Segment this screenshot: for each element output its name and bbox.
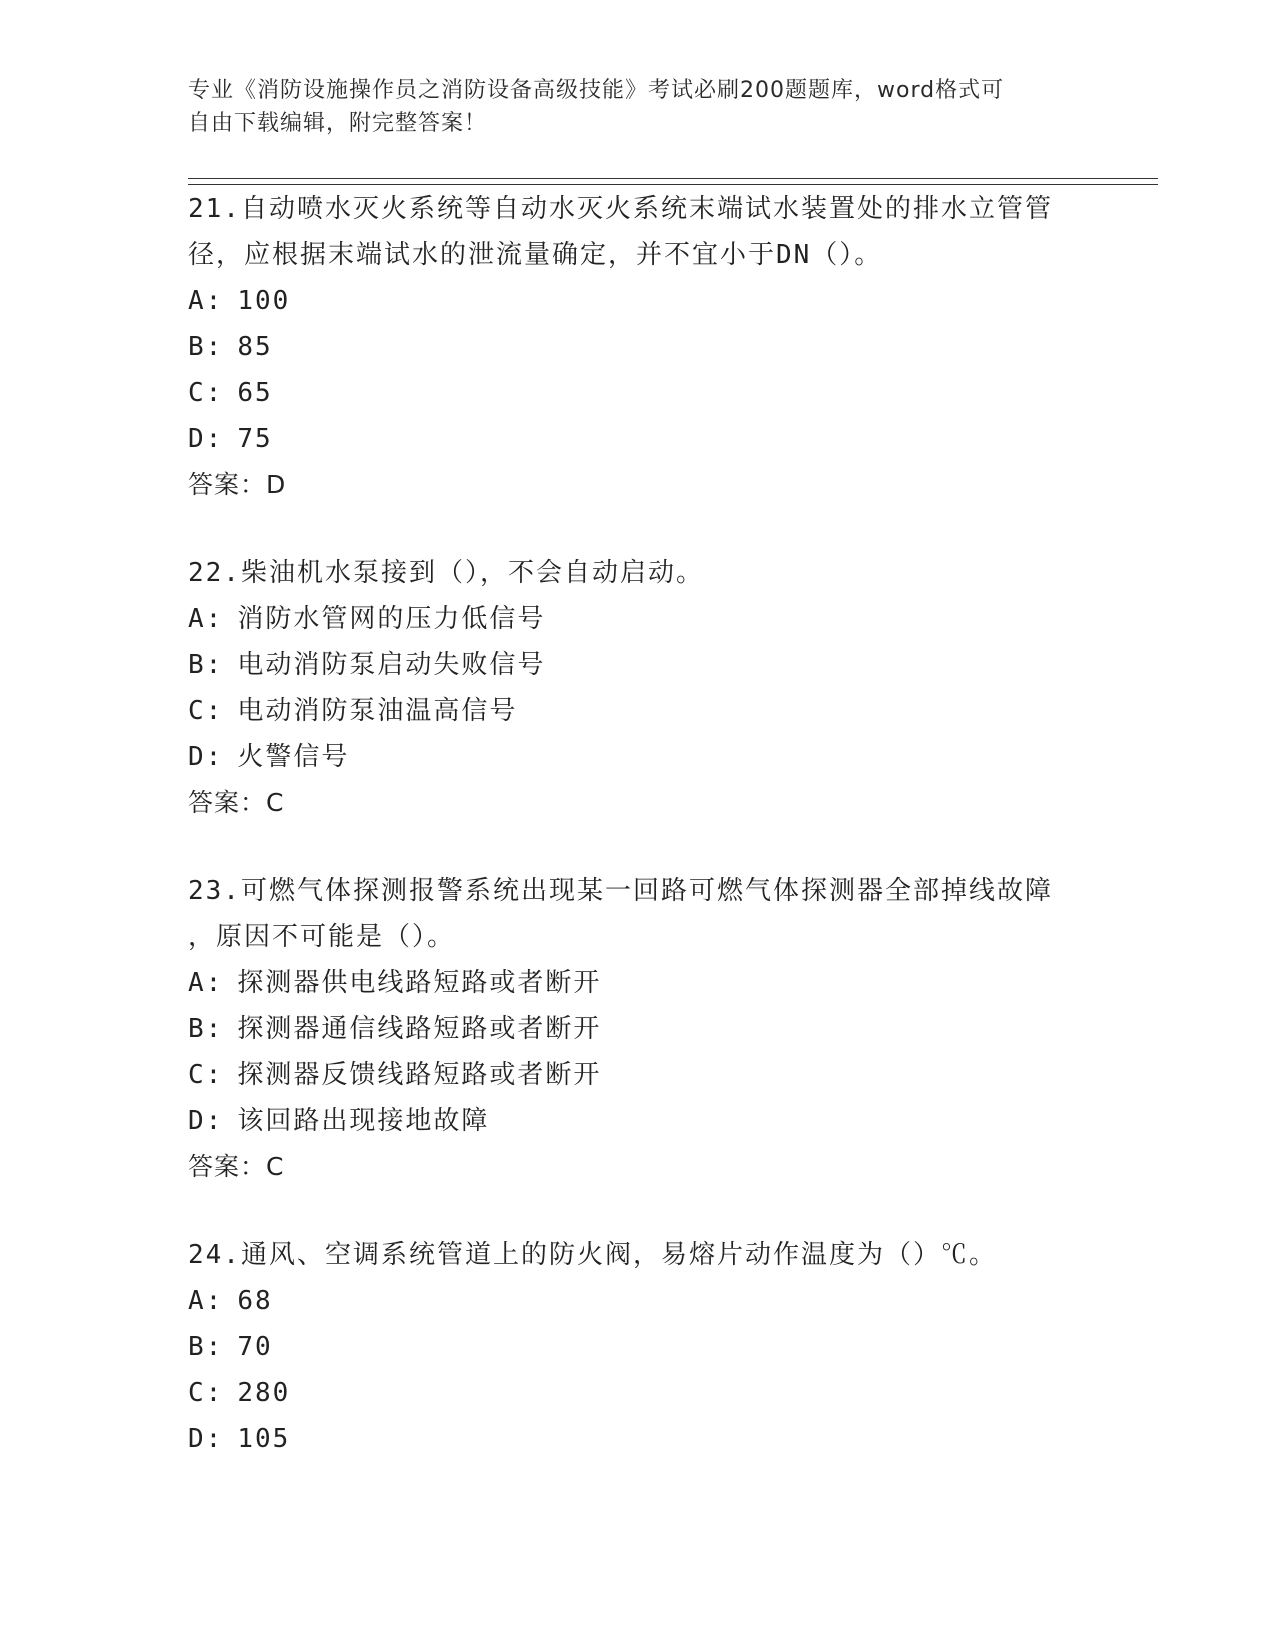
option-key: B:	[188, 1332, 224, 1362]
option-key: C:	[188, 378, 224, 408]
option-c	[188, 1052, 1088, 1098]
question-stem-line: 24.通风、空调系统管道上的防火阀，易熔片动作温度为（）℃。	[188, 1240, 997, 1270]
question-stem	[188, 186, 1088, 278]
document-header	[188, 74, 1088, 140]
option-key: A:	[188, 286, 224, 316]
option-text: 消防水管网的压力低信号	[237, 604, 546, 634]
question-stem-line: 21.自动喷水灭火系统等自动水灭火系统末端试水装置处的排水立管管	[188, 194, 1053, 224]
option-text: 探测器供电线路短路或者断开	[237, 968, 602, 998]
answer-label: 答案：C	[188, 1152, 285, 1181]
option-a	[188, 1278, 1088, 1324]
option-key: D:	[188, 742, 224, 772]
option-key: B:	[188, 650, 224, 680]
option-text: 280	[237, 1378, 291, 1408]
option-key: C:	[188, 696, 224, 726]
option-key: A:	[188, 604, 224, 634]
option-key: B:	[188, 1014, 224, 1044]
option-key: D:	[188, 424, 224, 454]
option-key: B:	[188, 332, 224, 362]
header-divider-bottom	[188, 184, 1158, 185]
option-c	[188, 370, 1088, 416]
option-text: 70	[237, 1332, 273, 1362]
option-d	[188, 1416, 1088, 1462]
question-stem	[188, 1232, 1088, 1278]
question-stem-line: 径，应根据末端试水的泄流量确定，并不宜小于DN（）。	[188, 240, 883, 270]
option-text: 电动消防泵油温高信号	[237, 696, 518, 726]
option-b	[188, 1006, 1088, 1052]
question-24	[188, 1232, 1088, 1462]
question-stem-line: 22.柴油机水泵接到（），不会自动启动。	[188, 558, 704, 588]
option-a	[188, 278, 1088, 324]
question-22	[188, 550, 1088, 826]
option-text: 100	[237, 286, 291, 316]
answer-label: 答案：D	[188, 470, 287, 499]
option-text: 85	[237, 332, 273, 362]
question-stem	[188, 550, 1088, 596]
question-stem-line: ，原因不可能是（）。	[188, 922, 456, 952]
option-a	[188, 960, 1088, 1006]
option-d	[188, 416, 1088, 462]
option-text: 105	[237, 1424, 291, 1454]
question-21	[188, 186, 1088, 508]
option-text: 75	[237, 424, 273, 454]
option-key: D:	[188, 1424, 224, 1454]
option-b	[188, 642, 1088, 688]
answer-label: 答案：C	[188, 788, 285, 817]
option-key: C:	[188, 1378, 224, 1408]
option-text: 电动消防泵启动失败信号	[237, 650, 546, 680]
header-line-1: 专业《消防设施操作员之消防设备高级技能》考试必刷200题题库，word格式可	[188, 78, 1005, 103]
option-text: 探测器通信线路短路或者断开	[237, 1014, 602, 1044]
option-d	[188, 734, 1088, 780]
option-key: A:	[188, 968, 224, 998]
option-text: 65	[237, 378, 273, 408]
header-divider-top	[188, 178, 1158, 179]
option-c	[188, 1370, 1088, 1416]
option-key: A:	[188, 1286, 224, 1316]
option-text: 68	[237, 1286, 273, 1316]
question-stem-line: 23.可燃气体探测报警系统出现某一回路可燃气体探测器全部掉线故障	[188, 876, 1053, 906]
option-b	[188, 324, 1088, 370]
option-b	[188, 1324, 1088, 1370]
option-key: D:	[188, 1106, 224, 1136]
option-c	[188, 688, 1088, 734]
question-stem	[188, 868, 1088, 960]
option-key: C:	[188, 1060, 224, 1090]
option-text: 火警信号	[237, 742, 350, 772]
option-d	[188, 1098, 1088, 1144]
option-a	[188, 596, 1088, 642]
option-text: 该回路出现接地故障	[237, 1106, 490, 1136]
question-23	[188, 868, 1088, 1190]
option-text: 探测器反馈线路短路或者断开	[237, 1060, 602, 1090]
header-line-2: 自由下载编辑，附完整答案！	[188, 111, 488, 136]
